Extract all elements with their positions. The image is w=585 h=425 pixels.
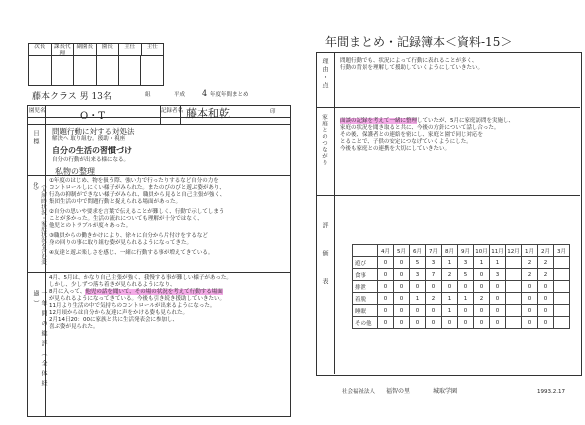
table-cell <box>506 269 522 281</box>
table-cell: 2 <box>538 257 554 269</box>
family-line: その後、保護者との連絡を密にし、家庭と園で同じ対応を <box>340 132 484 138</box>
table-cell <box>554 293 570 305</box>
footer-school: 城取学園 <box>433 388 458 395</box>
month-header: 11月 <box>490 245 506 257</box>
family-line: とることで、子供の安定につなげていくようにした。 <box>340 139 472 145</box>
table-row <box>353 281 570 293</box>
summary-line: 8月に入って、 <box>49 289 86 295</box>
month-header: 6月 <box>410 245 426 257</box>
table-cell: 0 <box>394 281 410 293</box>
recorder-suffix: 印 <box>270 109 276 115</box>
table-cell <box>506 281 522 293</box>
table-row <box>353 305 570 317</box>
status-line: ④友達と遊ぶ楽しさを感じ、一緒に行動する事が増えてきている。 <box>49 250 214 256</box>
table-cell: 0 <box>442 281 458 293</box>
evaluation-table <box>352 244 570 329</box>
status-line: ①年度のはじめ、物を扱う際、強い力で行ったりするなど自分の力を <box>49 178 219 184</box>
status-line: ③職員からの働きかけにより、徐々に自分から片付けをするなど <box>49 233 208 239</box>
year-number: 4 <box>202 89 208 98</box>
table-cell <box>554 281 570 293</box>
table-cell: 2 <box>538 269 554 281</box>
summary-line: 4月、5月は、かなり自己主張が強く、我慢する事が難しい様子があった。 <box>49 275 232 281</box>
table-cell: 1 <box>490 257 506 269</box>
table-cell: 0 <box>522 305 538 317</box>
table-cell: 0 <box>458 281 474 293</box>
table-cell: 0 <box>522 317 538 329</box>
table-cell: 0 <box>378 269 394 281</box>
approval-header: 主任 <box>146 44 158 50</box>
status-line: ことが多かった。生活の流れについても理解が十分ではなく、 <box>49 216 203 222</box>
table-cell: 0 <box>426 281 442 293</box>
table-cell: 0 <box>378 305 394 317</box>
table-row <box>353 317 570 329</box>
table-cell: 7 <box>426 269 442 281</box>
child-name-label: 園児名 <box>29 108 46 114</box>
cause-text <box>340 58 576 72</box>
table-cell: 1 <box>410 293 426 305</box>
table-cell: 0 <box>378 257 394 269</box>
family-line: 今後も家庭との連携を大切にしていきたい。 <box>340 146 451 152</box>
row-label: 食事 <box>353 269 378 281</box>
table-cell: 3 <box>426 257 442 269</box>
status-line: ②自分の思いや要求を言葉で伝えることが難しく、行動で示してしまう <box>49 209 225 215</box>
month-header: 12月 <box>506 245 522 257</box>
table-cell: 0 <box>474 269 490 281</box>
month-header: 3月 <box>554 245 570 257</box>
summary-highlight: 他児の話を聞いて、その場の状況を考えて行動する場面 <box>85 289 223 295</box>
family-line: していたが、5月に家庭訪問を実施し、 <box>417 118 515 124</box>
table-cell: 0 <box>442 317 458 329</box>
table-cell: 5 <box>410 257 426 269</box>
table-cell: 0 <box>378 281 394 293</box>
table-cell: 0 <box>538 293 554 305</box>
table-cell: 2 <box>426 293 442 305</box>
table-row <box>353 293 570 305</box>
status-line: 行為の抑制ができない様子がみられ、職員から見ると自己主張が強く、 <box>49 192 226 198</box>
table-cell: 2 <box>522 257 538 269</box>
approval-stamp-grid <box>28 43 164 86</box>
table-cell: 2 <box>522 269 538 281</box>
cause-line: 行動の背景を理解して援助していくようにしていきたい。 <box>340 65 484 71</box>
summary-line: 喜ぶ姿が見られた。 <box>49 324 99 330</box>
row-label: 遊び <box>353 257 378 269</box>
table-cell: 0 <box>394 257 410 269</box>
summary-line: 11月より生活の中で気持ちのコントロールが出来るようになった。 <box>49 303 216 309</box>
family-highlight: 面談の記録を考えて一緒に整理 <box>340 118 418 124</box>
family-text <box>340 118 576 153</box>
family-line: 家庭の状況を聞き取ると共に、今後の方針について話し合った。 <box>340 125 500 131</box>
status-label: （入所時状況・家庭状況を含む変化） <box>32 182 46 265</box>
table-cell: 0 <box>394 305 410 317</box>
table-cell: 0 <box>394 317 410 329</box>
table-cell: 0 <box>410 317 426 329</box>
table-cell: 1 <box>442 257 458 269</box>
table-cell: 0 <box>522 281 538 293</box>
month-header: 10月 <box>474 245 490 257</box>
summary-line: しかし、少しずつ落ち着きが見られるようになり、 <box>49 282 176 288</box>
footer-date: 1993.2.17 <box>537 389 565 395</box>
child-name: O・T <box>80 111 105 122</box>
approval-header: 園長 <box>97 44 120 55</box>
table-cell: 0 <box>474 281 490 293</box>
table-cell: 0 <box>538 317 554 329</box>
table-cell: 0 <box>474 317 490 329</box>
year-suffix: 年度年間まとめ <box>210 92 249 98</box>
table-cell: 3 <box>458 257 474 269</box>
row-label: 排泄 <box>353 281 378 293</box>
footer-org: 社会福祉法人 <box>342 389 376 395</box>
month-header: 4月 <box>378 245 394 257</box>
table-cell: 1 <box>458 293 474 305</box>
recorder-label: 記録者名 <box>161 108 184 114</box>
table-cell: 2 <box>442 269 458 281</box>
summary-line: 12月頃からは自分から友達に声をかける姿も見られた。 <box>49 310 189 316</box>
cause-label: 理由・点 <box>321 58 328 90</box>
approval-header: 主任 <box>119 44 142 55</box>
table-cell: 0 <box>394 293 410 305</box>
month-header: 8月 <box>442 245 458 257</box>
section-heading: 私物の整理 <box>55 167 95 176</box>
table-cell: 0 <box>378 317 394 329</box>
table-cell: 0 <box>426 317 442 329</box>
summary-label: 一年間の総評（全体経過） <box>32 290 47 390</box>
table-cell <box>506 317 522 329</box>
eval-label: 評価表 <box>321 222 328 306</box>
table-cell: 0 <box>378 293 394 305</box>
goal-line: 自分の行動が出来る様になる。 <box>52 157 130 163</box>
table-cell: 0 <box>522 293 538 305</box>
month-header-row <box>353 245 570 257</box>
summary-line: 2月14日20：00に家族と共に生活発表会に参加し、 <box>49 317 178 323</box>
table-row <box>353 269 570 281</box>
table-cell: 0 <box>426 305 442 317</box>
goal-label: 目標 <box>32 130 39 146</box>
table-cell: 5 <box>458 269 474 281</box>
goal-line: 解決へ 取り組む。援助・視座 <box>52 136 126 142</box>
month-header: 2月 <box>538 245 554 257</box>
table-cell: 0 <box>490 293 506 305</box>
table-cell: 0 <box>538 281 554 293</box>
month-header: 9月 <box>458 245 474 257</box>
family-label: 家庭とのつながり <box>321 114 327 166</box>
table-cell: 0 <box>490 305 506 317</box>
report-title: 年間まとめ・記録簿本＜資料-15＞ <box>325 35 513 49</box>
table-cell: 0 <box>490 317 506 329</box>
table-cell <box>554 305 570 317</box>
table-cell: 1 <box>474 257 490 269</box>
month-header: 7月 <box>426 245 442 257</box>
table-row <box>353 257 570 269</box>
table-cell <box>506 293 522 305</box>
table-cell: 3 <box>490 269 506 281</box>
table-cell: 0 <box>458 317 474 329</box>
class-suffix: 組 <box>145 92 151 98</box>
row-label: その他 <box>353 317 378 329</box>
table-cell: 0 <box>490 281 506 293</box>
table-cell <box>506 305 522 317</box>
table-cell <box>554 317 570 329</box>
status-line: 他児とのトラブルが度々あった。 <box>49 223 132 229</box>
row-label: 睡眠 <box>353 305 378 317</box>
table-cell: 0 <box>394 269 410 281</box>
approval-header: 次長 <box>29 44 52 55</box>
month-header: 5月 <box>394 245 410 257</box>
table-cell <box>554 257 570 269</box>
header-corner <box>353 245 378 257</box>
goal-bold: 自分の生活の習慣づけ <box>52 145 132 155</box>
month-header: 1月 <box>522 245 538 257</box>
recorder-name: 藤本和乾 <box>186 107 230 120</box>
row-label: 着脱 <box>353 293 378 305</box>
table-cell: 0 <box>410 305 426 317</box>
goal-line: 問題行動に対する対処法 <box>52 127 135 136</box>
table-cell: 1 <box>442 305 458 317</box>
approval-header: 課長代理 <box>52 44 75 55</box>
table-cell: 0 <box>474 305 490 317</box>
status-text <box>49 178 287 257</box>
cause-line: 問題行動でも、状況によって行動に表れることが多く、 <box>340 58 478 64</box>
footer-name: 福智の里 <box>386 388 411 395</box>
table-cell: 0 <box>458 305 474 317</box>
status-line: コントロールしにくい様子がみられた。またのびのびと遊ぶ姿があり、 <box>49 185 225 191</box>
year-prefix: 平成 <box>174 92 186 98</box>
summary-text <box>49 275 287 331</box>
status-line: 身の回りの事に取り組む姿が見られるようになってきた。 <box>49 240 193 246</box>
approval-header: 副園長 <box>74 44 97 55</box>
table-cell: 1 <box>442 293 458 305</box>
table-cell: 0 <box>538 305 554 317</box>
class-line: 藤本クラス 男 13名 <box>32 92 112 102</box>
table-cell: 0 <box>410 281 426 293</box>
summary-line: が見られるようになってきている。今後も引き続き援助していきたい。 <box>49 296 226 302</box>
table-cell <box>554 269 570 281</box>
table-cell <box>506 257 522 269</box>
status-line: 集団生活の中で問題行動と捉えられる場面があった。 <box>49 199 181 205</box>
table-cell: 3 <box>410 269 426 281</box>
table-cell: 2 <box>474 293 490 305</box>
